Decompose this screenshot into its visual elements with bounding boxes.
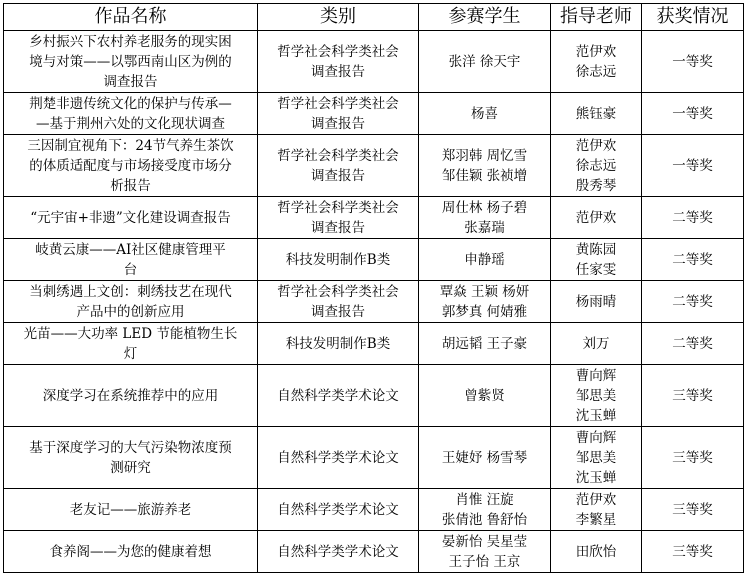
work-name-line: 基于深度学习的大气污染物浓度预 [29,439,232,456]
students-line: 晏新怡 吴星莹 [441,533,528,550]
students-cell [419,197,551,239]
teachers-line: 范伊欢 [575,137,617,154]
category-line: 自然科学类学术论文 [277,501,399,518]
category-line: 哲学社会科学类社会 [277,95,399,112]
category-line: 科技发明制作B类 [285,251,391,268]
work-name-line: 产品中的创新应用 [76,303,185,320]
teachers-line: 邹思美 [575,449,617,466]
work-name-line: “元宇宙+非遗”文化建设调查报告 [30,209,231,226]
work-name-cell [4,489,258,531]
table-row [4,427,744,489]
work-name-line: 测研究 [110,459,151,476]
teachers-cell [551,197,642,239]
students-line: 胡远韬 王子豪 [441,335,528,352]
students-line: 曾紫贤 [464,387,505,404]
header-students: 参赛学生 [419,4,551,31]
teachers-cell [551,31,642,93]
students-line: 张倩池 鲁舒怡 [441,511,528,528]
category-cell [258,489,419,531]
category-cell [258,31,419,93]
category-cell [258,281,419,323]
teachers-cell [551,489,642,531]
category-line: 自然科学类学术论文 [277,449,399,466]
students-cell [419,427,551,489]
category-line: 调查报告 [311,167,365,184]
table-row [4,489,744,531]
students-line: 周仕林 杨子碧 [441,199,528,216]
award-cell: 三等奖 [642,531,744,573]
award-cell: 三等奖 [642,365,744,427]
table-row [4,281,744,323]
students-line: 王婕妤 杨雪琴 [441,449,528,466]
work-name-line: 老友记——旅游养老 [69,501,192,518]
teachers-cell [551,281,642,323]
work-name-cell [4,365,258,427]
teachers-line: 熊钰豪 [575,105,617,122]
table-row [4,239,744,281]
category-line: 调查报告 [311,63,365,80]
teachers-cell [551,531,642,573]
category-line: 自然科学类学术论文 [277,387,399,404]
work-name-line: 析报告 [110,177,151,194]
work-name-cell [4,531,258,573]
header-award: 获奖情况 [642,4,744,31]
category-line: 科技发明制作B类 [285,335,391,352]
category-cell [258,323,419,365]
students-cell [419,281,551,323]
category-cell [258,531,419,573]
teachers-cell [551,365,642,427]
teachers-cell [551,93,642,135]
work-name-line: 三因制宜视角下：24节气养生茶饮 [27,137,234,154]
category-line: 调查报告 [311,219,365,236]
students-cell [419,239,551,281]
category-line: 哲学社会科学类社会 [277,283,399,300]
award-cell: 一等奖 [642,93,744,135]
category-cell [258,427,419,489]
teachers-line: 范伊欢 [575,491,617,508]
students-line: 张嘉瑞 [464,219,505,236]
work-name-cell [4,323,258,365]
category-line: 哲学社会科学类社会 [277,147,399,164]
work-name-line: 光苗——大功率 LED 节能植物生长 [23,325,238,342]
category-cell [258,135,419,197]
teachers-line: 刘万 [582,335,610,352]
students-line: 覃焱 王颖 杨妍 [439,283,530,300]
students-cell [419,135,551,197]
category-cell [258,197,419,239]
teachers-line: 任家雯 [575,261,617,278]
work-name-line: 灯 [123,345,138,362]
teachers-line: 曹向辉 [575,429,617,446]
table-row [4,135,744,197]
category-line: 调查报告 [311,303,365,320]
work-name-line: —基于荆州六处的文化现状调查 [36,115,225,132]
teachers-line: 徐志远 [575,63,617,80]
work-name-line: 境与对策——以鄂西南山区为例的 [29,53,232,70]
award-cell: 一等奖 [642,31,744,93]
teachers-line: 沈玉蝉 [575,407,617,424]
category-line: 自然科学类学术论文 [277,543,399,560]
work-name-line: 调查报告 [103,73,158,90]
teachers-line: 范伊欢 [575,209,617,226]
work-name-line: 乡村振兴下农村养老服务的现实困 [29,33,232,50]
teachers-line: 范伊欢 [575,43,617,60]
award-cell: 三等奖 [642,489,744,531]
table-row [4,197,744,239]
table-row [4,323,744,365]
table-row [4,531,744,573]
award-cell: 一等奖 [642,135,744,197]
work-name-cell [4,197,258,239]
category-line: 哲学社会科学类社会 [277,199,399,216]
work-name-line: 的体质适配度与市场接受度市场分 [29,157,232,174]
category-cell [258,93,419,135]
students-line: 邹佳颖 张祯增 [441,167,528,184]
teachers-line: 徐志远 [575,157,617,174]
teachers-line: 殷秀琴 [575,177,617,194]
teachers-line: 李繁星 [575,511,617,528]
header-category: 类别 [258,4,419,31]
award-cell: 三等奖 [642,427,744,489]
work-name-cell [4,281,258,323]
teachers-cell [551,239,642,281]
students-cell [419,489,551,531]
work-name-line: 岐黄云康——AI社区健康管理平 [35,241,226,258]
teachers-line: 曹向辉 [575,367,617,384]
category-line: 调查报告 [311,115,365,132]
award-cell: 二等奖 [642,197,744,239]
work-name-line: 深度学习在系统推荐中的应用 [42,387,219,404]
teachers-line: 邹思美 [575,387,617,404]
award-cell: 二等奖 [642,281,744,323]
work-name-cell [4,31,258,93]
work-name-cell [4,93,258,135]
work-name-line: 当刺绣遇上文创：刺绣技艺在现代 [29,283,232,300]
category-cell [258,239,419,281]
students-cell [419,365,551,427]
students-line: 肖惟 汪旋 [455,491,514,508]
teachers-line: 沈玉蝉 [575,469,617,486]
work-name-cell [4,427,258,489]
teachers-cell [551,427,642,489]
students-line: 申静瑶 [464,251,505,268]
teachers-line: 黄陈园 [575,241,617,258]
teachers-cell [551,135,642,197]
category-cell [258,365,419,427]
students-line: 王子怡 王京 [448,553,521,570]
students-line: 郑羽韩 周忆雪 [441,147,528,164]
students-cell [419,531,551,573]
table-body [4,31,744,573]
awards-table [3,3,744,573]
work-name-cell [4,135,258,197]
header-row [4,4,744,31]
award-cell: 二等奖 [642,239,744,281]
header-teachers: 指导老师 [551,4,642,31]
award-cell: 二等奖 [642,323,744,365]
header-name: 作品名称 [4,4,258,31]
students-cell [419,31,551,93]
teachers-cell [551,323,642,365]
work-name-line: 荆楚非遗传统文化的保护与传承— [29,95,232,112]
category-line: 哲学社会科学类社会 [277,43,399,60]
students-cell [419,323,551,365]
work-name-cell [4,239,258,281]
table-row [4,365,744,427]
teachers-line: 杨雨晴 [575,293,617,310]
table-row [4,31,744,93]
teachers-line: 田欣怡 [575,543,617,560]
table-row [4,93,744,135]
students-line: 张洋 徐天宇 [448,53,521,70]
students-line: 杨喜 [471,105,498,122]
students-cell [419,93,551,135]
work-name-line: 台 [123,261,138,278]
students-line: 郭梦真 何婧雅 [441,303,528,320]
work-name-line: 食养阁——为您的健康着想 [49,543,212,560]
